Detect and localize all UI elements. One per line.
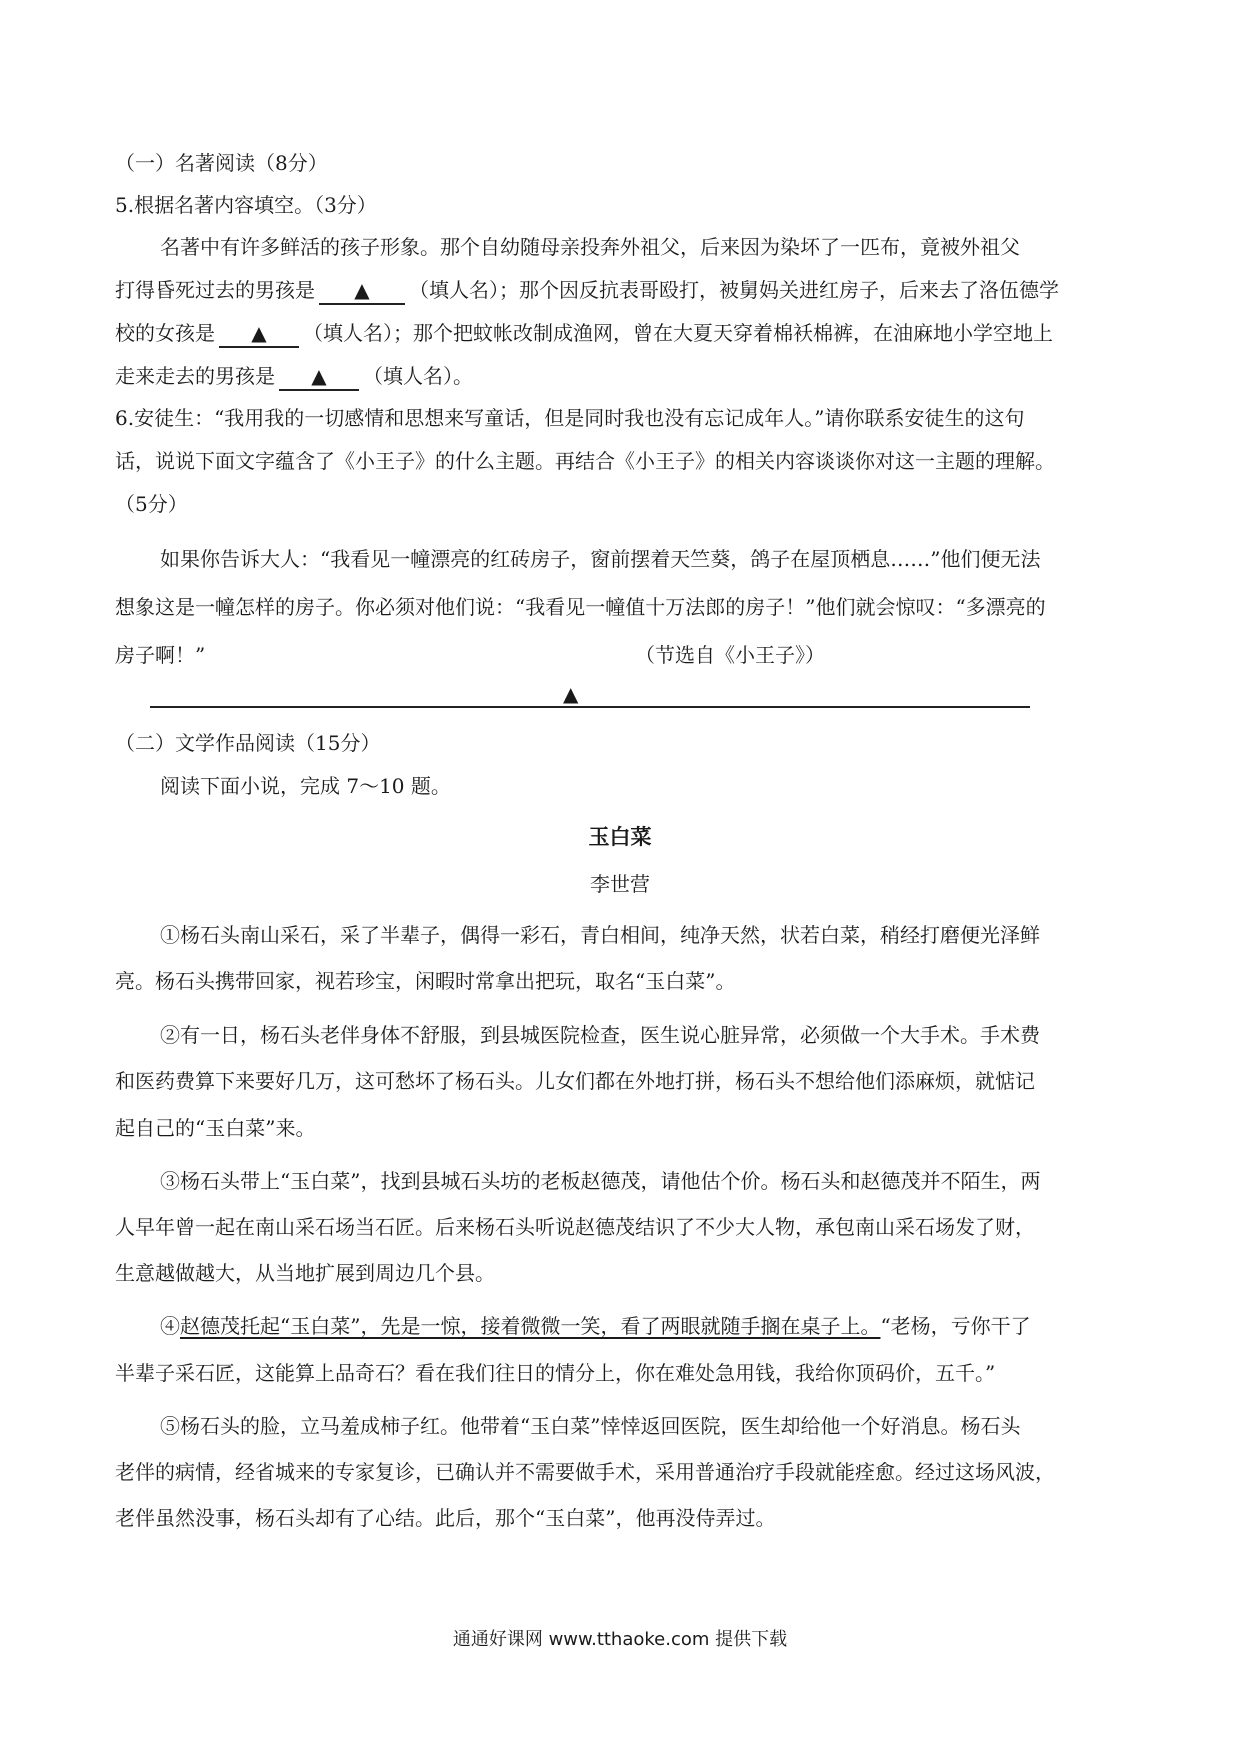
underlined-sentence: 赵德茂托起“玉白菜”，先是一惊，接着微微一笑，看了两眼就随手搁在桌子上。 bbox=[180, 1314, 881, 1338]
story-author: 李世营 bbox=[590, 872, 650, 896]
section2-heading: （二）文学作品阅读（15分） bbox=[115, 731, 381, 755]
question5-text: 走来走去的男孩是 bbox=[115, 364, 275, 388]
paragraph-number: ④ bbox=[160, 1314, 180, 1338]
quote-line2: 想象这是一幢怎样的房子。你必须对他们说：“我看见一幢值十万法郎的房子！”他们就会惊叹：“多漂亮的 bbox=[115, 595, 1046, 619]
blank-2 bbox=[219, 320, 299, 348]
triangle-icon: ▲ bbox=[251, 321, 267, 345]
paragraph-3: 人早年曾一起在南山采石场当石匠。后来杨石头听说赵德茂结识了不少大人物，承包南山采石场发了财， bbox=[115, 1215, 1035, 1239]
question5-text: （填人名）；那个因反抗表哥殴打，被舅妈关进红房子，后来去了洛伍德学 bbox=[409, 278, 1059, 302]
section1-heading: （一）名著阅读（8分） bbox=[115, 151, 328, 175]
question5-line1: 名著中有许多鲜活的孩子形象。那个自幼随母亲投奔外祖父，后来因为染坏了一匹布，竟被外祖父 bbox=[160, 235, 1020, 259]
question5-stem: 5.根据名著内容填空。（3分） bbox=[115, 193, 377, 217]
paragraph-2: 和医药费算下来要好几万，这可愁坏了杨石头。儿女们都在外地打拼，杨石头不想给他们添麻烦，就惦记 bbox=[115, 1069, 1035, 1093]
paragraph-5: ⑤杨石头的脸，立马羞成柿子红。他带着“玉白菜”悻悻返回医院，医生却给他一个好消息。杨石头 bbox=[160, 1414, 1021, 1438]
footer-source: 通通好课网 www.tthaoke.com 提供下载 bbox=[452, 1629, 788, 1650]
question6-line2: 话，说说下面文字蕴含了《小王子》的什么主题。再结合《小王子》的相关内容谈谈你对这一主题的理解。 bbox=[115, 449, 1055, 473]
triangle-icon: ▲ bbox=[563, 682, 579, 706]
paragraph-5: 老伴的病情，经省城来的专家复诊，已确认并不需要做手术，采用普通治疗手段就能痊愈。经过这场风波， bbox=[115, 1460, 1055, 1484]
quote-line1: 如果你告诉大人：“我看见一幢漂亮的红砖房子，窗前摆着天竺葵，鸽子在屋顶栖息……”他们便无法 bbox=[160, 547, 1041, 571]
triangle-icon: ▲ bbox=[311, 364, 327, 388]
paragraph-3: 生意越做越大，从当地扩展到周边几个县。 bbox=[115, 1261, 495, 1285]
question5-line2 bbox=[115, 275, 1059, 305]
question6-line3: （5分） bbox=[115, 492, 188, 516]
triangle-icon: ▲ bbox=[354, 278, 370, 302]
question5-text: （填人名）。 bbox=[363, 364, 473, 388]
quote-line3: 房子啊！” bbox=[115, 643, 206, 667]
quote-source: （节选自《小王子》） bbox=[635, 643, 825, 667]
paragraph-1: ①杨石头南山采石，采了半辈子，偶得一彩石，青白相间，纯净天然，状若白菜，稍经打磨便光泽鲜 bbox=[160, 923, 1040, 947]
paragraph-1: 亮。杨石头携带回家，视若珍宝，闲暇时常拿出把玩，取名“玉白菜”。 bbox=[115, 969, 736, 993]
paragraph-4: 半辈子采石匠，这能算上品奇石？看在我们往日的情分上，你在难处急用钱，我给你顶码价，五千。” bbox=[115, 1361, 996, 1385]
question6-line1: 6.安徒生：“我用我的一切感情和思想来写童话，但是同时我也没有忘记成年人。”请你联系安徒生的这句 bbox=[115, 406, 1025, 430]
section2-instruction: 阅读下面小说，完成 7～10 题。 bbox=[160, 774, 451, 798]
question5-text: 校的女孩是 bbox=[115, 321, 215, 345]
answer-line bbox=[150, 706, 1030, 708]
paragraph-4 bbox=[160, 1311, 1031, 1341]
paragraph-2: 起自己的“玉白菜”来。 bbox=[115, 1116, 316, 1140]
question5-text: 打得昏死过去的男孩是 bbox=[115, 278, 315, 302]
paragraph-2: ②有一日，杨石头老伴身体不舒服，到县城医院检查，医生说心脏异常，必须做一个大手术。手术费 bbox=[160, 1023, 1040, 1047]
paragraph-3: ③杨石头带上“玉白菜”，找到县城石头坊的老板赵德茂，请他估个价。杨石头和赵德茂并不陌生，两 bbox=[160, 1169, 1041, 1193]
paragraph-text: “老杨，亏你干了 bbox=[880, 1314, 1031, 1338]
question5-text: （填人名）；那个把蚊帐改制成渔网，曾在大夏天穿着棉袄棉裤，在油麻地小学空地上 bbox=[303, 321, 1053, 345]
blank-3 bbox=[279, 363, 359, 391]
question5-line4 bbox=[115, 361, 473, 391]
paragraph-5: 老伴虽然没事，杨石头却有了心结。此后，那个“玉白菜”，他再没侍弄过。 bbox=[115, 1506, 776, 1530]
story-title: 玉白菜 bbox=[588, 824, 652, 849]
question5-line3 bbox=[115, 318, 1053, 348]
blank-1 bbox=[319, 277, 405, 305]
